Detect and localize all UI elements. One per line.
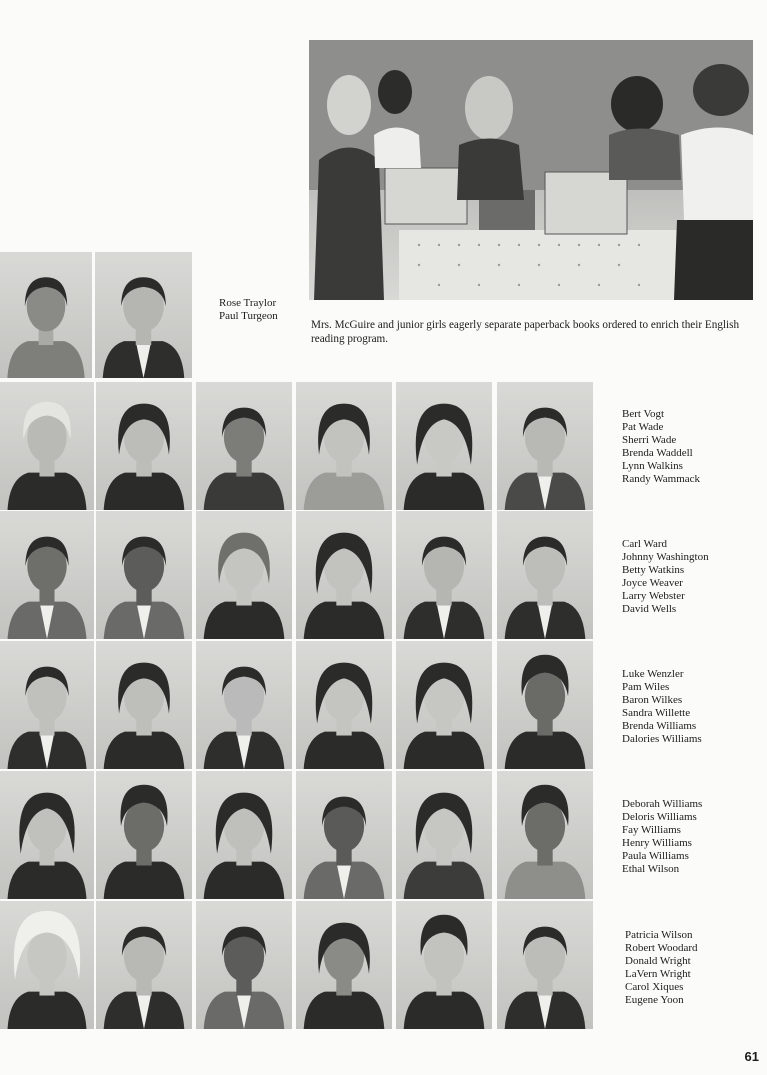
- student-name: David Wells: [622, 603, 677, 615]
- student-name: Betty Watkins: [622, 564, 685, 576]
- portrait: [0, 252, 92, 378]
- portrait: [0, 771, 94, 899]
- portrait: [396, 771, 492, 899]
- portrait: [196, 511, 292, 639]
- student-name: Johnny Washington: [622, 551, 709, 563]
- portrait: [196, 771, 292, 899]
- name-list: [622, 538, 709, 616]
- name-list: [219, 297, 278, 323]
- portrait: [96, 771, 192, 899]
- student-name: Randy Wammack: [622, 473, 701, 485]
- photo-caption: Mrs. McGuire and junior girls eagerly separate paperback books ordered to enrich their English reading program.: [311, 319, 740, 345]
- portrait: [196, 641, 292, 769]
- student-name: Ethal Wilson: [622, 863, 680, 875]
- portrait: [96, 901, 192, 1029]
- portrait: [497, 641, 593, 769]
- student-name: Patricia Wilson: [625, 929, 693, 941]
- student-name: Brenda Waddell: [622, 447, 693, 459]
- portrait: [196, 901, 292, 1029]
- student-name: Larry Webster: [622, 590, 685, 602]
- student-name: Henry Williams: [622, 837, 692, 849]
- student-name: Paula Williams: [622, 850, 689, 862]
- page-number: 61: [744, 1049, 759, 1064]
- group-photo: [309, 40, 753, 300]
- student-name: Deloris Williams: [622, 811, 697, 823]
- portrait: [497, 511, 593, 639]
- portrait: [396, 901, 492, 1029]
- student-name: Lynn Walkins: [622, 460, 683, 472]
- student-name: Bert Vogt: [622, 408, 665, 420]
- student-name: Sandra Willette: [622, 707, 691, 719]
- portrait: [396, 511, 492, 639]
- student-name: Pat Wade: [622, 421, 664, 433]
- name-list: [622, 408, 700, 486]
- name-list: [622, 668, 702, 746]
- portrait: [497, 382, 593, 510]
- portrait: [0, 511, 94, 639]
- student-name: Dalories Williams: [622, 733, 702, 745]
- portrait: [95, 252, 192, 378]
- portrait: [296, 641, 392, 769]
- portrait: [96, 382, 192, 510]
- student-name: LaVern Wright: [625, 968, 691, 980]
- student-name: Pam Wiles: [622, 681, 670, 693]
- portrait: [296, 511, 392, 639]
- name-list: [622, 798, 702, 876]
- student-name: Eugene Yoon: [625, 994, 684, 1006]
- student-name: Baron Wilkes: [622, 694, 683, 706]
- student-name: Sherri Wade: [622, 434, 677, 446]
- portrait: [96, 511, 192, 639]
- student-name: Brenda Williams: [622, 720, 697, 732]
- portrait: [497, 771, 593, 899]
- portrait: [0, 901, 94, 1029]
- student-name: Deborah Williams: [622, 798, 703, 810]
- student-name: Carol Xiques: [625, 981, 684, 993]
- portrait: [396, 641, 492, 769]
- portrait: [296, 771, 392, 899]
- portrait: [0, 382, 94, 510]
- name-list: [625, 929, 698, 1007]
- student-name: Paul Turgeon: [219, 310, 278, 322]
- portrait: [296, 382, 392, 510]
- portrait: [497, 901, 593, 1029]
- student-name: Joyce Weaver: [622, 577, 683, 589]
- portrait: [296, 901, 392, 1029]
- portrait: [196, 382, 292, 510]
- student-name: Carl Ward: [622, 538, 668, 550]
- student-name: Rose Traylor: [219, 297, 277, 309]
- portrait: [396, 382, 492, 510]
- portrait: [0, 641, 94, 769]
- student-name: Luke Wenzler: [622, 668, 684, 680]
- student-name: Robert Woodard: [625, 942, 698, 954]
- student-name: Donald Wright: [625, 955, 691, 967]
- portrait: [96, 641, 192, 769]
- student-name: Fay Williams: [622, 824, 681, 836]
